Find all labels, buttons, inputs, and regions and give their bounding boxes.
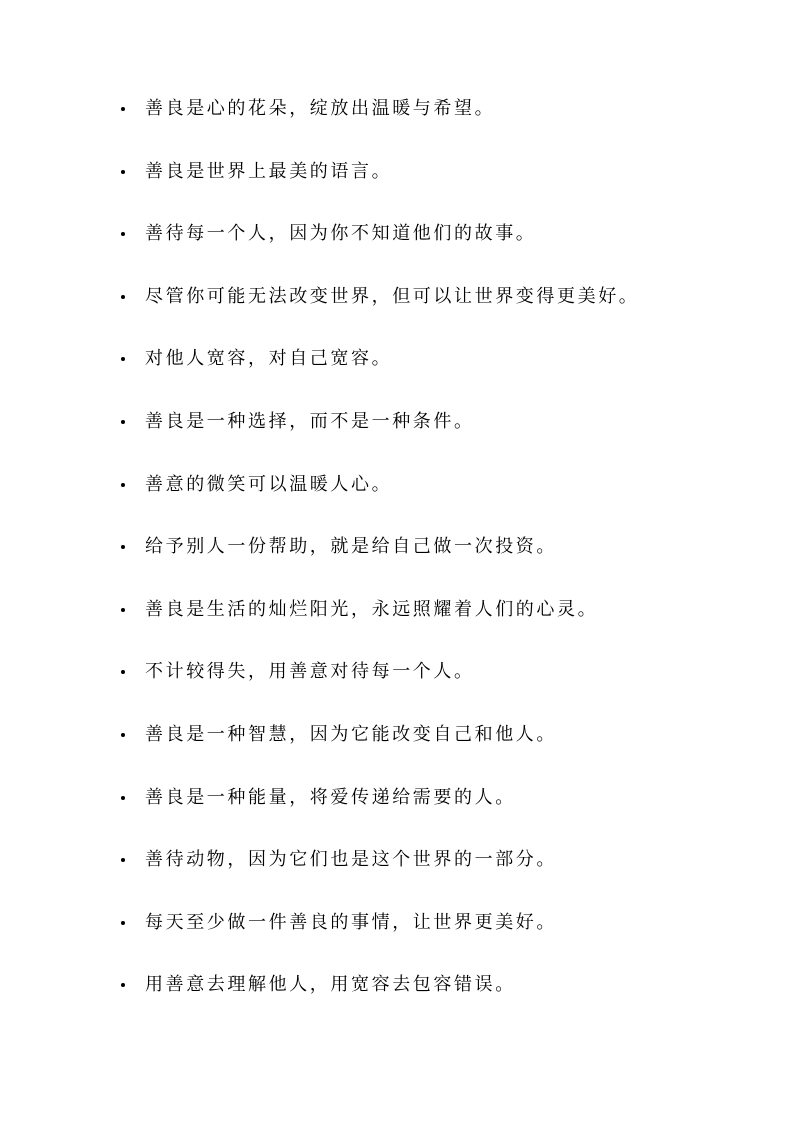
- list-item: [0, 768, 800, 831]
- bullet-icon: [121, 921, 125, 925]
- list-item: [0, 142, 800, 205]
- list-item-text: 善良是一种能量，将爱传递给需要的人。: [145, 786, 516, 808]
- bullet-icon: [121, 107, 125, 111]
- list-item: [0, 267, 800, 330]
- list-item: [0, 455, 800, 518]
- bullet-list: [0, 79, 800, 1018]
- bullet-icon: [121, 983, 125, 987]
- bullet-icon: [121, 232, 125, 236]
- list-item: [0, 392, 800, 455]
- list-item-text: 善待每一个人，因为你不知道他们的故事。: [145, 223, 537, 245]
- list-item-text: 善待动物，因为它们也是这个世界的一部分。: [145, 849, 557, 871]
- bullet-icon: [121, 858, 125, 862]
- list-item: [0, 204, 800, 267]
- bullet-icon: [121, 420, 125, 424]
- bullet-icon: [121, 796, 125, 800]
- list-item: [0, 580, 800, 643]
- list-item: [0, 705, 800, 768]
- list-item-text: 不计较得失，用善意对待每一个人。: [145, 661, 475, 683]
- list-item: [0, 955, 800, 1018]
- bullet-icon: [121, 357, 125, 361]
- list-item-text: 对他人宽容，对自己宽容。: [145, 348, 393, 370]
- list-item: [0, 517, 800, 580]
- list-item: [0, 642, 800, 705]
- bullet-icon: [121, 608, 125, 612]
- list-item-text: 善良是一种智慧，因为它能改变自己和他人。: [145, 723, 557, 745]
- bullet-icon: [121, 170, 125, 174]
- list-item-text: 善良是生活的灿烂阳光，永远照耀着人们的心灵。: [145, 598, 599, 620]
- list-item-text: 善良是心的花朵，绽放出温暖与希望。: [145, 98, 496, 119]
- list-item-text: 善良是世界上最美的语言。: [145, 160, 393, 182]
- list-item-text: 每天至少做一件善良的事情，让世界更美好。: [145, 911, 557, 933]
- list-item-text: 善良是一种选择，而不是一种条件。: [145, 410, 475, 432]
- list-item-text: 善意的微笑可以温暖人心。: [145, 473, 393, 495]
- list-item: [0, 329, 800, 392]
- list-item-text: 用善意去理解他人，用宽容去包容错误。: [145, 974, 516, 996]
- bullet-icon: [121, 483, 125, 487]
- list-item: [0, 79, 800, 142]
- list-item-text: 尽管你可能无法改变世界，但可以让世界变得更美好。: [145, 285, 640, 307]
- bullet-icon: [121, 733, 125, 737]
- list-item: [0, 893, 800, 956]
- list-item: [0, 830, 800, 893]
- bullet-icon: [121, 545, 125, 549]
- bullet-icon: [121, 670, 125, 674]
- list-item-text: 给予别人一份帮助，就是给自己做一次投资。: [145, 536, 557, 558]
- bullet-icon: [121, 295, 125, 299]
